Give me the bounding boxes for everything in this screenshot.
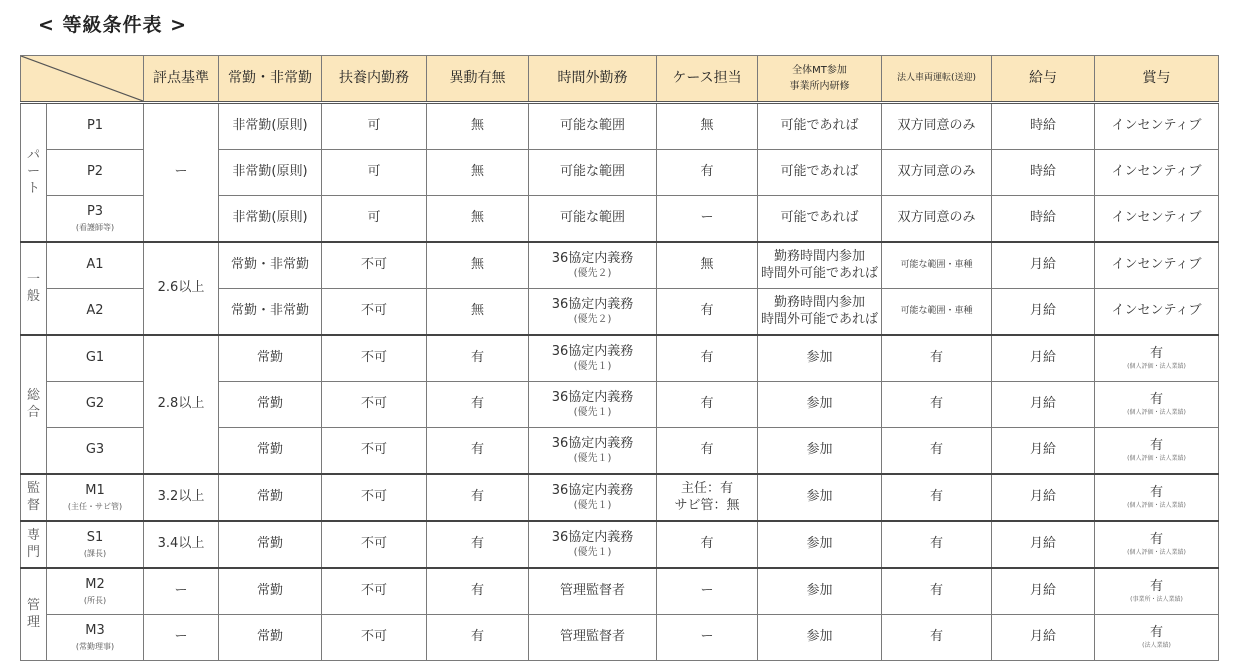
dependent-cell: 不可 (322, 568, 427, 615)
overtime-text: 可能な範囲 (559, 118, 625, 134)
grade-cell (47, 428, 144, 475)
bonus-text: インセンティブ (1111, 303, 1202, 319)
salary-cell: 月給 (992, 335, 1095, 382)
category-char: 般 (26, 288, 40, 304)
vehicle-cell: 有 (882, 335, 992, 382)
dependent-cell: 不可 (322, 428, 427, 475)
bonus-cell (1095, 150, 1219, 196)
employment-cell: 非常勤(原則) (219, 103, 322, 150)
grade-cell (47, 521, 144, 568)
employment-cell: 常勤 (219, 568, 322, 615)
category-char: 合 (26, 404, 40, 420)
case-text: 主任：有 (680, 481, 733, 497)
grade-code: P2 (86, 164, 104, 180)
mt-text: 参加 (806, 583, 833, 599)
header-employment: 常勤・非常勤 (219, 56, 322, 103)
case-text: 有 (700, 164, 714, 180)
bonus-text: 有 (1149, 625, 1163, 641)
bonus-detail: (個人評価・法人業績) (1127, 409, 1186, 417)
vehicle-cell: 有 (882, 521, 992, 568)
category-char: ー (26, 164, 40, 180)
case-cell (657, 289, 758, 336)
grade-cell (47, 382, 144, 428)
bonus-cell (1095, 568, 1219, 615)
bonus-text: 有 (1149, 392, 1163, 408)
bonus-cell (1095, 428, 1219, 475)
case-text: ー (700, 583, 714, 599)
score-cell: ー (144, 615, 219, 661)
employment-cell: 常勤 (219, 615, 322, 661)
transfer-cell: 無 (427, 150, 529, 196)
header-transfer: 異動有無 (427, 56, 529, 103)
grade-cell (47, 568, 144, 615)
table-row (21, 521, 1219, 568)
bonus-cell (1095, 289, 1219, 336)
mt-text: 参加 (806, 350, 833, 366)
mt-cell (758, 103, 882, 150)
bonus-detail: (法人業績) (1142, 642, 1171, 650)
overtime-priority: (優先２) (573, 313, 612, 325)
bonus-text: インセンティブ (1111, 210, 1202, 226)
mt-text: 可能であれば (780, 210, 859, 226)
grade-cell (47, 474, 144, 521)
employment-cell: 常勤 (219, 335, 322, 382)
category-char: 管 (26, 598, 40, 614)
salary-cell: 月給 (992, 521, 1095, 568)
salary-cell: 時給 (992, 150, 1095, 196)
case-cell (657, 103, 758, 150)
overtime-cell (529, 568, 657, 615)
vehicle-cell: 可能な範囲・車種 (882, 242, 992, 289)
category-char: 督 (26, 497, 40, 513)
mt-text-2: 時間外可能であれば (760, 311, 878, 327)
vehicle-cell: 双方同意のみ (882, 196, 992, 243)
overtime-cell (529, 428, 657, 475)
case-text: 有 (700, 303, 714, 319)
employment-cell: 常勤 (219, 474, 322, 521)
salary-cell: 月給 (992, 242, 1095, 289)
mt-cell (758, 615, 882, 661)
mt-text: 参加 (806, 396, 833, 412)
bonus-cell (1095, 474, 1219, 521)
overtime-text: 36協定内義務 (551, 529, 634, 545)
salary-cell: 月給 (992, 428, 1095, 475)
table-row (21, 568, 1219, 615)
employment-cell: 非常勤(原則) (219, 150, 322, 196)
category-char: 理 (26, 614, 40, 630)
grade-cell (47, 242, 144, 289)
transfer-cell: 有 (427, 568, 529, 615)
vehicle-cell: 有 (882, 568, 992, 615)
header-salary: 給与 (992, 56, 1095, 103)
dependent-cell: 可 (322, 150, 427, 196)
header-case: ケース担当 (657, 56, 758, 103)
grade-code: M2 (85, 577, 105, 593)
bonus-text: インセンティブ (1111, 118, 1202, 134)
header-mt-line2: 事業所内研修 (789, 80, 850, 92)
case-cell (657, 242, 758, 289)
grade-code: M3 (85, 623, 105, 639)
transfer-cell: 有 (427, 335, 529, 382)
mt-text: 可能であれば (780, 118, 859, 134)
mt-cell (758, 335, 882, 382)
salary-cell: 時給 (992, 103, 1095, 150)
mt-cell (758, 242, 882, 289)
vehicle-cell: 有 (882, 382, 992, 428)
grade-subtitle: (課長) (83, 548, 107, 558)
case-text: 有 (700, 396, 714, 412)
category-label (21, 242, 47, 335)
category-char: 総 (26, 388, 40, 404)
grade-subtitle: (常勤理事) (75, 641, 115, 651)
bonus-cell (1095, 335, 1219, 382)
case-cell (657, 615, 758, 661)
employment-cell: 常勤 (219, 521, 322, 568)
case-cell (657, 568, 758, 615)
grade-subtitle: (所長) (83, 595, 107, 605)
bonus-text: 有 (1149, 438, 1163, 454)
table-row (21, 335, 1219, 382)
grade-code: G3 (85, 442, 105, 458)
score-cell: ー (144, 103, 219, 243)
dependent-cell: 不可 (322, 335, 427, 382)
bonus-text: 有 (1149, 579, 1163, 595)
overtime-cell (529, 103, 657, 150)
mt-text: 勤務時間内参加 (773, 295, 865, 311)
vehicle-cell: 有 (882, 615, 992, 661)
overtime-cell (529, 150, 657, 196)
grade-code: M1 (85, 483, 105, 499)
table-row (21, 474, 1219, 521)
overtime-cell (529, 474, 657, 521)
overtime-text: 管理監督者 (559, 583, 625, 599)
grade-cell (47, 103, 144, 150)
grade-code: P3 (86, 204, 104, 220)
category-label (21, 521, 47, 568)
header-mt (758, 56, 882, 103)
dependent-cell: 不可 (322, 521, 427, 568)
header-mt-line1: 全体MT参加 (792, 64, 847, 76)
bonus-detail: (事業所・法人業績) (1130, 596, 1183, 604)
case-cell (657, 521, 758, 568)
score-cell: ー (144, 568, 219, 615)
case-text: 有 (700, 536, 714, 552)
header-vehicle: 法人車両運転(送迎) (882, 56, 992, 103)
case-cell (657, 335, 758, 382)
overtime-cell (529, 521, 657, 568)
header-score: 評点基準 (144, 56, 219, 103)
salary-cell: 月給 (992, 289, 1095, 336)
salary-cell: 月給 (992, 474, 1095, 521)
score-cell: 2.6以上 (144, 242, 219, 335)
bonus-cell (1095, 382, 1219, 428)
overtime-priority: (優先１) (573, 406, 612, 418)
vehicle-cell: 双方同意のみ (882, 103, 992, 150)
mt-cell (758, 568, 882, 615)
header-row (21, 56, 1219, 103)
overtime-priority: (優先１) (573, 452, 612, 464)
grade-code: G1 (85, 350, 105, 366)
bonus-detail: (個人評価・法人業績) (1127, 363, 1186, 371)
category-char: 専 (26, 528, 40, 544)
transfer-cell: 有 (427, 474, 529, 521)
bonus-detail: (個人評価・法人業績) (1127, 549, 1186, 557)
overtime-text: 36協定内義務 (551, 250, 634, 266)
score-cell: 2.8以上 (144, 335, 219, 474)
case-text: ー (700, 210, 714, 226)
vehicle-cell: 有 (882, 474, 992, 521)
diagonal-line (21, 56, 143, 101)
overtime-cell (529, 382, 657, 428)
dependent-cell: 可 (322, 196, 427, 243)
employment-cell: 常勤・非常勤 (219, 242, 322, 289)
case-cell (657, 474, 758, 521)
case-text: 無 (700, 257, 714, 273)
bonus-text: インセンティブ (1111, 257, 1202, 273)
category-char: 監 (26, 481, 40, 497)
employment-cell: 常勤 (219, 428, 322, 475)
overtime-cell (529, 615, 657, 661)
bonus-detail: (個人評価・法人業績) (1127, 455, 1186, 463)
mt-text-2: 時間外可能であれば (760, 265, 878, 281)
case-text-2: サビ管：無 (674, 497, 740, 513)
category-label (21, 474, 47, 521)
overtime-cell (529, 289, 657, 336)
grade-cell (47, 289, 144, 336)
transfer-cell: 無 (427, 196, 529, 243)
bonus-text: 有 (1149, 346, 1163, 362)
bonus-cell (1095, 196, 1219, 243)
category-label (21, 103, 47, 243)
bonus-text: 有 (1149, 485, 1163, 501)
vehicle-cell: 双方同意のみ (882, 150, 992, 196)
dependent-cell: 不可 (322, 474, 427, 521)
overtime-cell (529, 335, 657, 382)
bonus-text: 有 (1149, 532, 1163, 548)
mt-text: 参加 (806, 442, 833, 458)
mt-text: 勤務時間内参加 (773, 249, 865, 265)
score-cell: 3.4以上 (144, 521, 219, 568)
mt-cell (758, 474, 882, 521)
employment-cell: 常勤 (219, 382, 322, 428)
mt-cell (758, 382, 882, 428)
case-cell (657, 428, 758, 475)
transfer-cell: 有 (427, 428, 529, 475)
bonus-cell (1095, 615, 1219, 661)
case-text: 無 (700, 118, 714, 134)
overtime-priority: (優先２) (573, 267, 612, 279)
grade-subtitle: (看護師等) (75, 222, 115, 232)
table-row (21, 615, 1219, 661)
vehicle-cell: 有 (882, 428, 992, 475)
mt-text: 参加 (806, 536, 833, 552)
salary-cell: 月給 (992, 615, 1095, 661)
mt-text: 参加 (806, 489, 833, 505)
overtime-text: 36協定内義務 (551, 389, 634, 405)
grade-code: A2 (86, 303, 104, 319)
bonus-cell (1095, 242, 1219, 289)
table-body (21, 103, 1219, 661)
bonus-cell (1095, 103, 1219, 150)
overtime-cell (529, 196, 657, 243)
case-text: 有 (700, 442, 714, 458)
dependent-cell: 不可 (322, 615, 427, 661)
overtime-priority: (優先１) (573, 499, 612, 511)
grade-code: A1 (86, 257, 104, 273)
mt-cell (758, 428, 882, 475)
table-row (21, 103, 1219, 150)
case-text: 有 (700, 350, 714, 366)
diagonal-corner-cell (21, 56, 144, 103)
grade-cell (47, 335, 144, 382)
mt-text: 可能であれば (780, 164, 859, 180)
case-cell (657, 382, 758, 428)
header-bonus: 賞与 (1095, 56, 1219, 103)
transfer-cell: 有 (427, 521, 529, 568)
dependent-cell: 不可 (322, 289, 427, 336)
transfer-cell: 無 (427, 289, 529, 336)
mt-cell (758, 150, 882, 196)
table-row (21, 242, 1219, 289)
grade-cell (47, 196, 144, 243)
transfer-cell: 無 (427, 103, 529, 150)
category-char: 一 (26, 272, 40, 288)
grade-cell (47, 615, 144, 661)
category-char: パ (26, 148, 40, 164)
dependent-cell: 不可 (322, 382, 427, 428)
mt-cell (758, 196, 882, 243)
overtime-text: 36協定内義務 (551, 482, 634, 498)
overtime-priority: (優先１) (573, 360, 612, 372)
bonus-detail: (個人評価・法人業績) (1127, 502, 1186, 510)
overtime-text: 36協定内義務 (551, 435, 634, 451)
overtime-text: 36協定内義務 (551, 343, 634, 359)
employment-cell: 非常勤(原則) (219, 196, 322, 243)
overtime-text: 可能な範囲 (559, 164, 625, 180)
grade-code: G2 (85, 396, 105, 412)
transfer-cell: 有 (427, 615, 529, 661)
header-overtime: 時間外勤務 (529, 56, 657, 103)
overtime-text: 管理監督者 (559, 629, 625, 645)
score-cell: 3.2以上 (144, 474, 219, 521)
transfer-cell: 無 (427, 242, 529, 289)
grade-subtitle: (主任・サビ管) (67, 501, 123, 511)
header-dependent: 扶養内勤務 (322, 56, 427, 103)
grade-code: S1 (86, 530, 104, 546)
case-cell (657, 150, 758, 196)
mt-text: 参加 (806, 629, 833, 645)
case-text: ー (700, 629, 714, 645)
category-label (21, 335, 47, 474)
overtime-text: 可能な範囲 (559, 210, 625, 226)
salary-cell: 月給 (992, 568, 1095, 615)
bonus-text: インセンティブ (1111, 164, 1202, 180)
dependent-cell: 可 (322, 103, 427, 150)
overtime-text: 36協定内義務 (551, 296, 634, 312)
bonus-cell (1095, 521, 1219, 568)
grade-conditions-table (20, 55, 1219, 661)
employment-cell: 常勤・非常勤 (219, 289, 322, 336)
dependent-cell: 不可 (322, 242, 427, 289)
category-label (21, 568, 47, 661)
mt-cell (758, 521, 882, 568)
overtime-priority: (優先１) (573, 546, 612, 558)
salary-cell: 月給 (992, 382, 1095, 428)
category-char: ト (26, 180, 40, 196)
salary-cell: 時給 (992, 196, 1095, 243)
page-title: < 等級条件表 > (38, 14, 188, 36)
overtime-cell (529, 242, 657, 289)
category-char: 門 (26, 544, 40, 560)
grade-cell (47, 150, 144, 196)
mt-cell (758, 289, 882, 336)
case-cell (657, 196, 758, 243)
transfer-cell: 有 (427, 382, 529, 428)
vehicle-cell: 可能な範囲・車種 (882, 289, 992, 336)
grade-code: P1 (86, 118, 104, 134)
